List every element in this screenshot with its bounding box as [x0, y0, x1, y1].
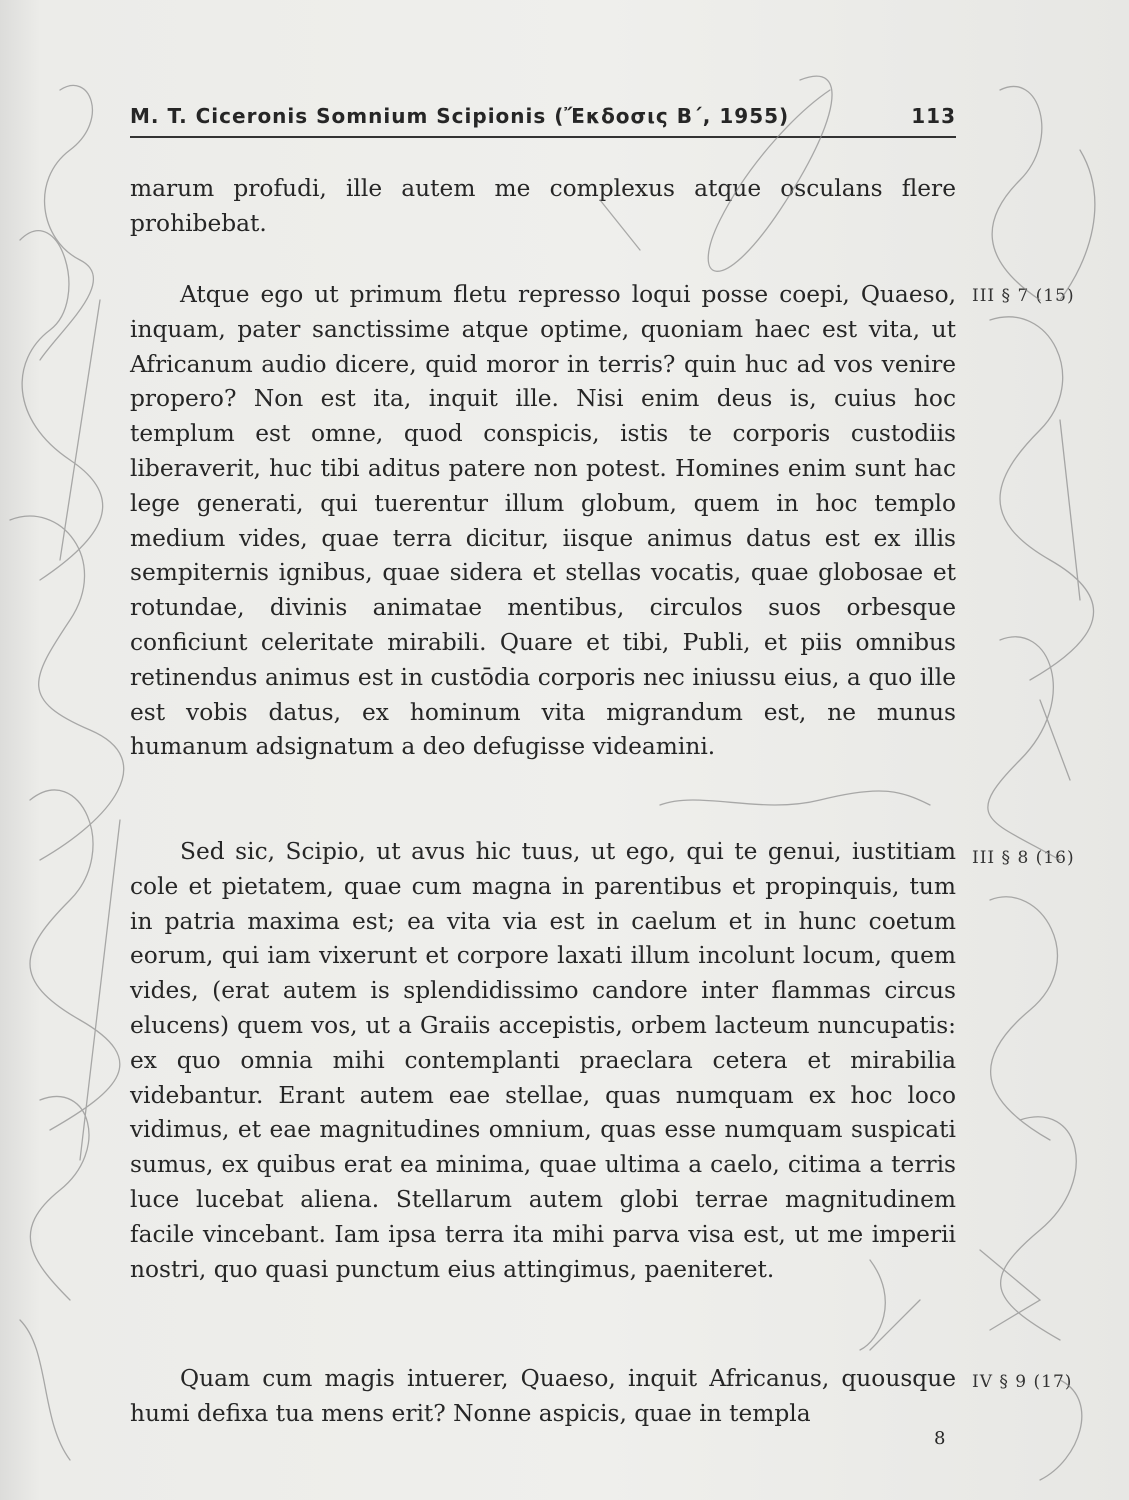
paragraph-2 [130, 278, 956, 765]
section-reference: III § 7 (15) [972, 286, 1075, 306]
running-header [130, 100, 956, 138]
paragraph-3 [130, 835, 956, 1287]
section-reference: III § 8 (16) [972, 848, 1075, 868]
signature-mark: 8 [934, 1428, 946, 1449]
section-reference: IV § 9 (17) [972, 1372, 1073, 1392]
paragraph-1 [130, 172, 956, 242]
paragraph-text: Quam cum magis intuerer, Quaeso, inquit Africanus, quousque humi defixa tua mens erit? Nonne aspicis, quae in templa [130, 1365, 956, 1427]
paragraph-4 [130, 1362, 956, 1432]
paragraph-text: Atque ego ut primum fletu represso loqui posse coepi, Quaeso, inquam, pater sanctissime atque optime, quoniam haec est vita, ut Africanum audio dicere, quid moror in terris? quin huc ad vos venire propero? Non est ita, inquit ille. Nisi enim deus is, cuius hoc templum est omne, quod conspicis, istis te corporis custodiis liberaverit, huc tibi aditus patere non potest. Homines enim sunt hac lege generati, qui tuerentur illum globum, quem in hoc templo medium vides, quae terra dicitur, iisque animus datus est ex illis sempiternis ignibus, quae sidera et stellas vocatis, quae globosae et rotundae, divinis animatae mentibus, circulos suos orbesque conficiunt celeritate mirabili. Quare et tibi, Publi, et piis omnibus retinendus animus est in custōdia corporis nec iniussu eius, a quo ille est vobis datus, ex hominum vita migrandum est, ne munus humanum adsignatum a deo defugisse videamini. [130, 281, 956, 761]
page-number: 113 [911, 104, 956, 128]
paragraph-text: marum profudi, ille autem me complexus atque osculans flere prohibebat. [130, 175, 956, 237]
running-title: M. T. Ciceronis Somnium Scipionis (Ἔκδοσις Β΄, 1955) [130, 104, 790, 128]
paragraph-text: Sed sic, Scipio, ut avus hic tuus, ut ego, qui te genui, iustitiam cole et pietatem, quae cum magna in parentibus et propinquis, tum in patria maxima est; ea vita via est in caelum et in hunc coetum eorum, qui iam vixerunt et corpore laxati illum incolunt locum, quem vides, (erat autem is splendidissimo candore inter flammas circus elucens) quem vos, ut a Graiis accepistis, orbem lacteum nuncupatis: ex quo omnia mihi contemplanti praeclara cetera et mirabilia videbantur. Erant autem eae stellae, quas numquam ex hoc loco vidimus, et eae magnitudines omnium, quas esse numquam suspicati sumus, ex quibus erat ea minima, quae ultima a caelo, citima a terris luce lucebat aliena. Stellarum autem globi terrae magnitudinem facile vincebant. Iam ipsa terra ita mihi parva visa est, ut me imperii nostri, quo quasi punctum eius attingimus, paeniteret. [130, 838, 956, 1283]
